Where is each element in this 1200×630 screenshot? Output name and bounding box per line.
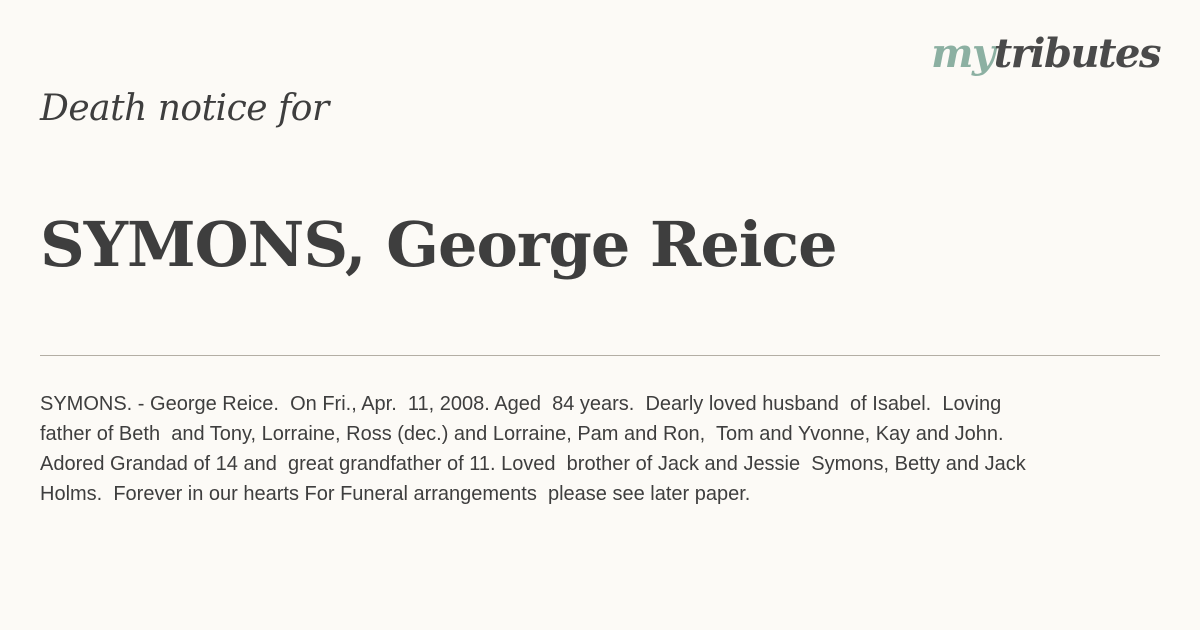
- notice-line: Adored Grandad of 14 and great grandfather of 11. Loved brother of Jack and Jessie Symons, Betty and Jack: [40, 453, 1026, 475]
- divider: [40, 355, 1160, 356]
- logo-prefix: my: [931, 30, 994, 77]
- deceased-name: SYMONS, George Reice: [40, 208, 837, 281]
- notice-subheading: Death notice for: [40, 88, 329, 129]
- notice-line: SYMONS. - George Reice. On Fri., Apr. 11, 2008. Aged 84 years. Dearly loved husband of Isabel. Loving: [40, 393, 1002, 415]
- notice-text: [40, 389, 1140, 509]
- logo-suffix: tributes: [993, 30, 1160, 77]
- notice-line: father of Beth and Tony, Lorraine, Ross (dec.) and Lorraine, Pam and Ron, Tom and Yvonne, Kay and John.: [40, 423, 1004, 445]
- mytributes-logo[interactable]: [931, 30, 1160, 77]
- notice-line: Holms. Forever in our hearts For Funeral arrangements please see later paper.: [40, 483, 751, 505]
